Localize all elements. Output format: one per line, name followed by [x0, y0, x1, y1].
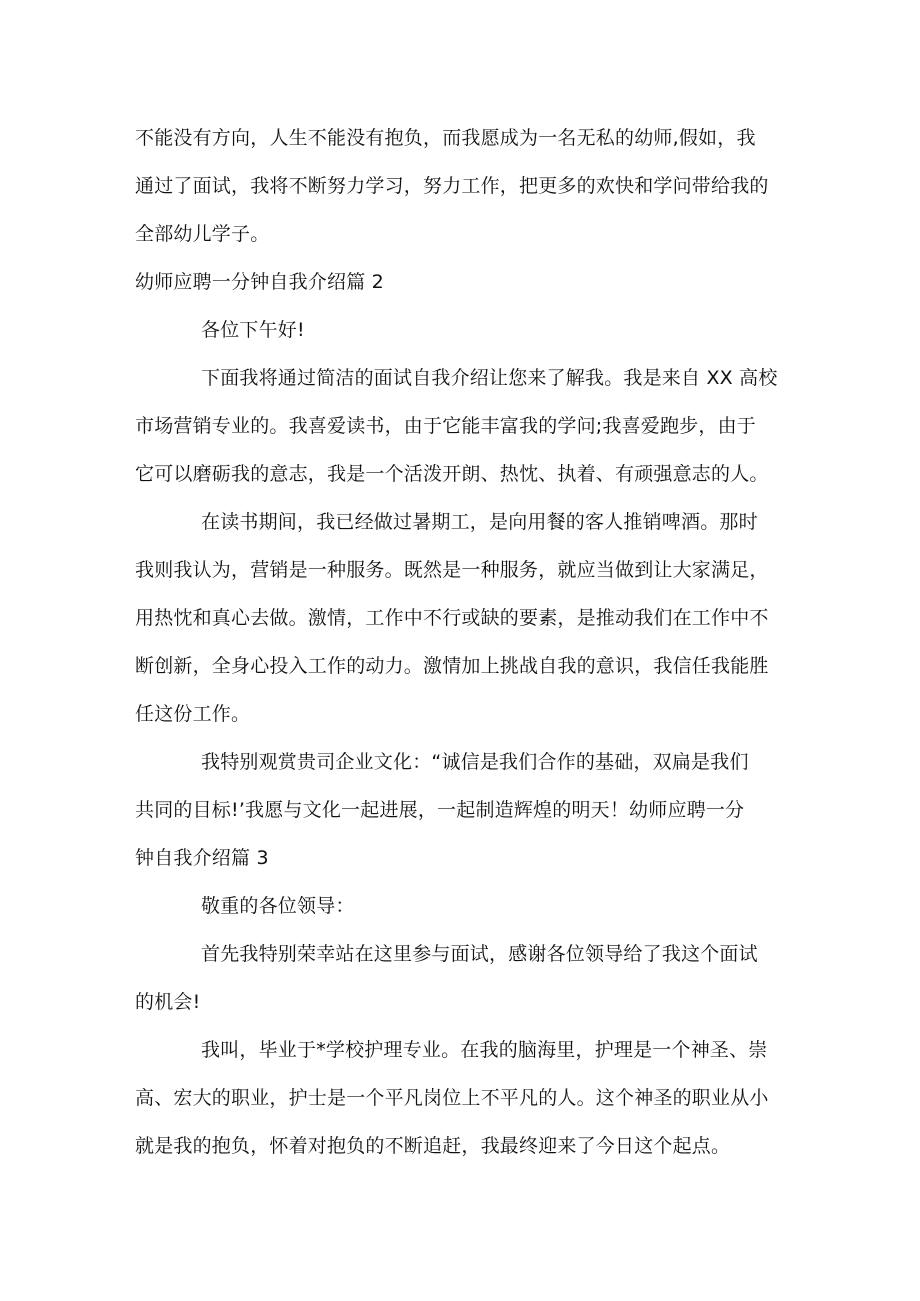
section-heading: 钟自我介绍篇 3	[135, 847, 269, 869]
text-line: 用热忱和真心去做。激情，工作中不行或缺的要素，是推动我们在工作中不	[135, 607, 769, 629]
greeting-line: 各位下午好!	[201, 319, 305, 341]
text-line: 我则我认为，营销是一种服务。既然是一种服务，就应当做到让大家满足，	[135, 559, 769, 581]
text-line: 首先我特别荣幸站在这里参与面试，感谢各位领导给了我这个面试	[201, 943, 758, 965]
text-line: 我特别观赏贵司企业文化：“诚信是我们合作的基础，双扁是我们	[201, 751, 749, 773]
text-line: 通过了面试，我将不断努力学习，努力工作，把更多的欢快和学问带给我的	[135, 175, 769, 197]
text-line: 就是我的抱负，怀着对抱负的不断追赶，我最终迎来了今日这个起点。	[135, 1135, 731, 1157]
text-line: 断创新，全身心投入工作的动力。激情加上挑战自我的意识，我信任我能胜	[135, 655, 769, 677]
text-line: 在读书期间，我已经做过暑期工，是向用餐的客人推销啤酒。那时	[201, 511, 758, 533]
text-line: 我叫，毕业于*学校护理专业。在我的脑海里，护理是一个神圣、崇	[201, 1039, 768, 1061]
text-line: 共同的目标!’我愿与文化一起进展，一起制造辉煌的明天！幼师应聘一分	[135, 799, 745, 821]
text-line: 它可以磨砺我的意志，我是一个活泼开朗、热忱、执着、有顽强意志的人。	[135, 463, 769, 485]
greeting-line: 敬重的各位领导：	[201, 895, 355, 917]
text-line: 不能没有方向，人生不能没有抱负，而我愿成为一名无私的幼师,假如，我	[135, 127, 756, 149]
text-line: 下面我将通过简洁的面试自我介绍让您来了解我。我是来自 XX 高校	[201, 367, 778, 389]
section-heading: 幼师应聘一分钟自我介绍篇 2	[135, 271, 384, 293]
text-line: 高、宏大的职业，护士是一个平凡岗位上不平凡的人。这个神圣的职业从小	[135, 1087, 769, 1109]
text-line: 任这份工作。	[135, 703, 251, 725]
text-line: 市场营销专业的。我喜爱读书，由于它能丰富我的学问;我喜爱跑步，由于	[135, 415, 757, 437]
text-line: 的机会!	[135, 991, 201, 1013]
text-line: 全部幼儿学子。	[135, 223, 270, 245]
